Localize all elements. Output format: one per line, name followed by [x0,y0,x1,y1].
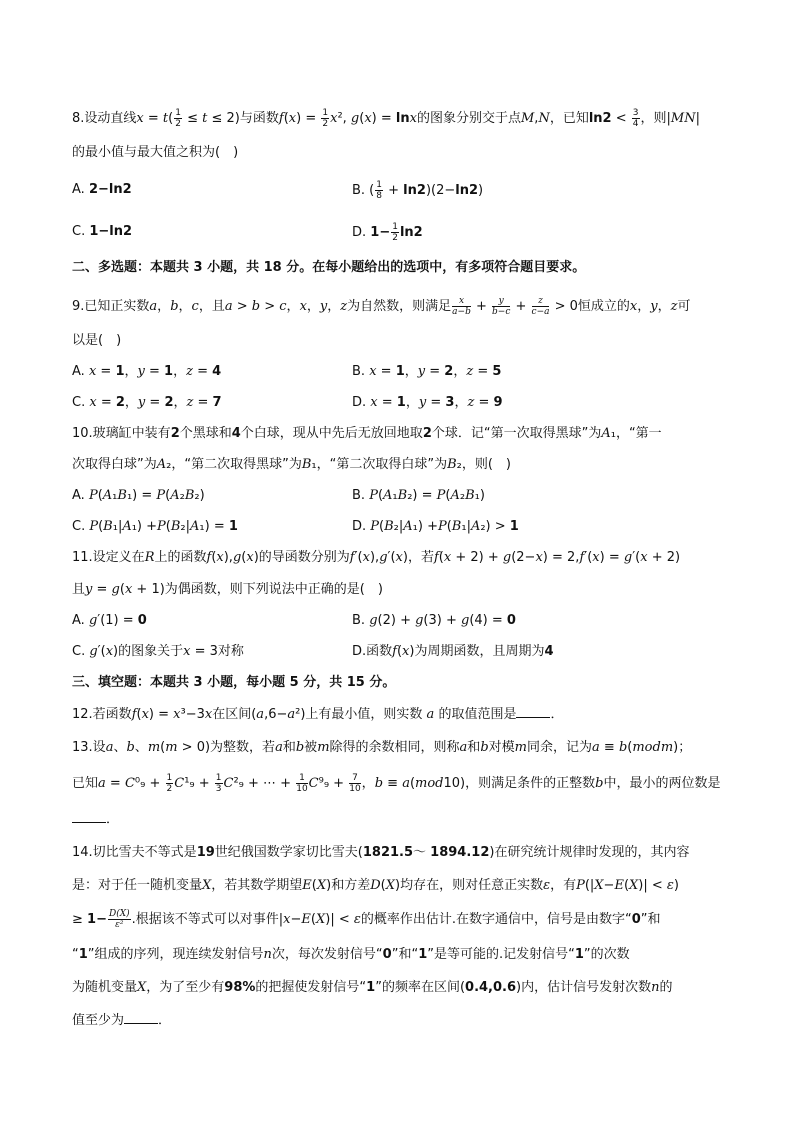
q13-answer-blank[interactable] [72,822,106,823]
q11-option-b: B. g(2) + g(3) + g(4) = 0 [352,613,516,628]
q10-option-a: A. P(A₁B₁) = P(A₂B₂) [72,488,205,503]
q11-line1: 11.设定义在R上的函数f(x),g(x)的导函数分别为f′(x),g′(x)，若f(x + 2) + g(2−x) = 2,f′(x) = g′(x + 2) [72,550,681,565]
q14-line5: 为随机变量X，为了至少有98%的把握使发射信号“1”的频率在区间(0.4,0.6)内，估计信号发射次数n的 [72,980,673,995]
q8-option-b: B. ( $\frac{1}{8}$ + ln2)(2−ln2) [352,180,484,201]
q10-option-c: C. P(B₁|A₁) +P(B₂|A₁) = 1 [72,519,238,534]
q9-option-d: D. x = 1，y = 3，z = 9 [352,395,503,410]
q13-line3: ． [72,810,119,830]
q8-option-d: D. 1− $\frac{1}{2}$ ln2 [352,222,423,243]
q8-line1: 8.设动直线x = t( $\frac{1}{2}$ ≤ t ≤ 2)与函数f(x) = $\frac{1}{2}$ x², g(x) = lnx的图象分别交于点M,N，已知ln2 < $\frac{3}{4}$ ，则|MN| [72,108,700,129]
q9-line2: 以是( ) [72,333,122,348]
q13-line1: 13.设a、b、m(m > 0)为整数，若a和b被m除得的余数相同，则称a和b对模m同余，记为a ≡ b(modm)； [72,740,692,755]
section-3-heading: 三、填空题：本题共 3 小题，每小题 5 分，共 15 分。 [72,675,396,690]
q9-option-b: B. x = 1，y = 2，z = 5 [352,364,502,379]
q11-option-a: A. g′(1) = 0 [72,613,147,628]
q11-line2: 且y = g(x + 1)为偶函数，则下列说法中正确的是( ) [72,582,383,597]
q13-line2: 已知a = C⁰₉ + $\frac{1}{2}$ C¹₉ + $\frac{1}{3}$ C²₉ + ⋯ + $\frac{1}{10}$ C⁹₉ + $\frac{7}{10}$ ，b ≡ a(mod10)，则满足条件的正整数b中，最小的两位数是 [72,773,721,794]
q14-line2: 是：对于任一随机变量X，若其数学期望E(X)和方差D(X)均存在，则对任意正实数ε，有P(|X−E(X)| < ε) [72,878,679,893]
q10-option-b: B. P(A₁B₂) = P(A₂B₁) [352,488,485,503]
section-2-heading: 二、多选题：本题共 3 小题，共 18 分。在每小题给出的选项中，有多项符合题目要求。 [72,260,586,275]
q14-line1: 14.切比雪夫不等式是19世纪俄国数学家切比雪夫(1821.5～ 1894.12)在研究统计规律时发现的，其内容 [72,845,690,860]
q8-option-c: C. 1−ln2 [72,224,133,239]
q10-line2: 次取得白球”为A₂，“第二次取得黑球”为B₁，“第二次取得白球”为B₂，则( ) [72,457,511,472]
q12-line: 12.若函数f(x) = x³−3x在区间(a,6−a²)上有最小值，则实数 a 的取值范围是 ． [72,707,564,722]
q10-line1: 10.玻璃缸中装有2个黑球和4个白球，现从中先后无放回地取2个球．记“第一次取得黑球”为A₁，“第一 [72,426,662,441]
q8-option-a: A. 2−ln2 [72,182,132,197]
q14-line6: 值至少为 ． [72,1013,172,1028]
q8-line2: 的最小值与最大值之积为( ) [72,145,239,160]
q11-option-c: C. g′(x)的图象关于x = 3对称 [72,644,244,659]
q9-option-a: A. x = 1，y = 1，z = 4 [72,364,222,379]
q12-answer-blank[interactable] [516,717,550,718]
q11-option-d: D.函数f(x)为周期函数，且周期为4 [352,644,554,659]
q10-option-d: D. P(B₂|A₁) +P(B₁|A₂) > 1 [352,519,519,534]
q14-line4: “1”组成的序列，现连续发射信号n次，每次发射信号“0”和“1”是等可能的.记发射信号“1”的次数 [72,947,630,962]
q14-answer-blank[interactable] [124,1023,158,1024]
q9-option-c: C. x = 2，y = 2，z = 7 [72,395,222,410]
q14-line3: ≥ 1− $\frac{D(X)}{\text{ε²}}$ .根据该不等式可以对事件|x−E(X)| < ε的概率作出估计.在数字通信中，信号是由数字“0”和 [72,909,661,930]
q9-line1: 9.已知正实数a，b，c，且a > b > c，x，y，z为自然数，则满足 $\frac{x}{a-b}$ + $\frac{y}{b-c}$ + $\frac{z}{c-a}$ > 0恒成立的x，y，z可 [72,296,691,317]
